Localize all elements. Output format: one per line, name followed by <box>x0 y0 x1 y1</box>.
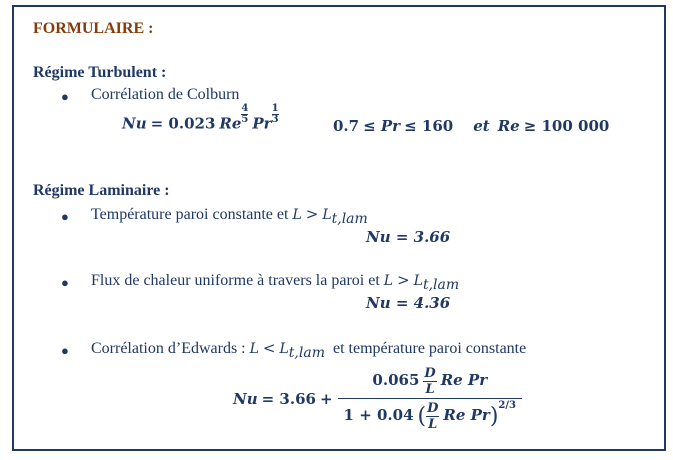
colburn-label: Corrélation de Colburn <box>91 86 240 103</box>
laminar-eq2: Nu = 4.36 <box>366 294 451 312</box>
bullet-icon: ● <box>61 343 69 358</box>
laminar-item2: Flux de chaleur uniforme à travers la paroi et $L > L_{t,lam}$ <box>91 271 460 294</box>
eq-pr: Pr <box>252 114 272 133</box>
re-exponent: $\frac{4}{5}$ <box>241 103 249 125</box>
eq-coef: 0.023 <box>168 114 216 133</box>
laminar-heading: Régime Laminaire : <box>33 182 170 199</box>
edwards-equation: Nu = 3.66 + 0.065 $\frac{D}{L}$ Re Pr 1 + 0.04 ( $\frac{D}{L}$ Re Pr)$^{2/3}$ <box>233 366 522 432</box>
laminar-item3: Corrélation d’Edwards : $L < L_{t,lam}$ et température paroi constante <box>91 339 527 362</box>
eq-re: Re <box>219 114 242 133</box>
edwards-fraction: 0.065 $\frac{D}{L}$ Re Pr 1 + 0.04 ( $\frac{D}{L}$ Re Pr)$^{2/3}$ <box>338 366 522 432</box>
colburn-validity-range: 0.7 ≤ Pr ≤ 160 et Re ≥ 100 000 <box>333 117 610 135</box>
colburn-equation: Nu = 0.023 Re $\frac{4}{5}$ Pr $\frac{1}{3}$ <box>122 103 279 133</box>
turbulent-heading: Régime Turbulent : <box>33 64 167 81</box>
bullet-icon: ● <box>61 89 69 104</box>
bullet-icon: ● <box>61 275 69 290</box>
eq-nu: Nu <box>122 114 147 133</box>
laminar-eq1: Nu = 3.66 <box>366 228 451 246</box>
laminar-item1: Température paroi constante et $L > L_{t,lam}$ <box>91 205 368 228</box>
page-title: FORMULAIRE : <box>33 20 154 37</box>
bullet-icon: ● <box>61 209 69 224</box>
pr-exponent: $\frac{1}{3}$ <box>271 103 279 125</box>
